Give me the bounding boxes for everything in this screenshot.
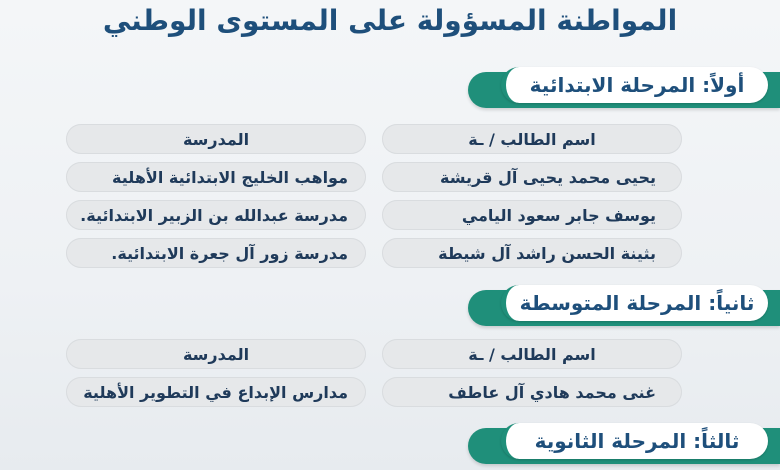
stage-banner-secondary (468, 428, 780, 464)
student-name: غنى محمد هادي آل عاطف (382, 377, 682, 407)
school-header: المدرسة (66, 339, 366, 369)
table-row (66, 377, 682, 407)
table-header-row-intermediate (66, 339, 682, 369)
student-name: يوسف جابر سعود اليامي (382, 200, 682, 230)
stage-banner-primary (468, 72, 780, 108)
school-name: مدارس الإبداع في التطوير الأهلية (66, 377, 366, 407)
table-row (66, 162, 682, 192)
table-row (66, 200, 682, 230)
stage-label-primary: أولاً: المرحلة الابتدائية (501, 67, 768, 103)
table-row (66, 238, 682, 268)
student-name-header: اسم الطالب / ـة (382, 124, 682, 154)
school-header: المدرسة (66, 124, 366, 154)
stage-label-intermediate: ثانياً: المرحلة المتوسطة (501, 285, 768, 321)
school-name: مدرسة عبدالله بن الزبير الابتدائية. (66, 200, 366, 230)
table-header-row-primary (66, 124, 682, 154)
school-name: مدرسة زور آل جعرة الابتدائية. (66, 238, 366, 268)
stage-label-secondary: ثالثاً: المرحلة الثانوية (501, 423, 768, 459)
school-name: مواهب الخليج الابتدائية الأهلية (66, 162, 366, 192)
page-title: المواطنة المسؤولة على المستوى الوطني (102, 4, 678, 37)
stage-banner-intermediate (468, 290, 780, 326)
student-name: يحيى محمد يحيى آل قريشة (382, 162, 682, 192)
student-name: بثينة الحسن راشد آل شيطة (382, 238, 682, 268)
student-name-header: اسم الطالب / ـة (382, 339, 682, 369)
